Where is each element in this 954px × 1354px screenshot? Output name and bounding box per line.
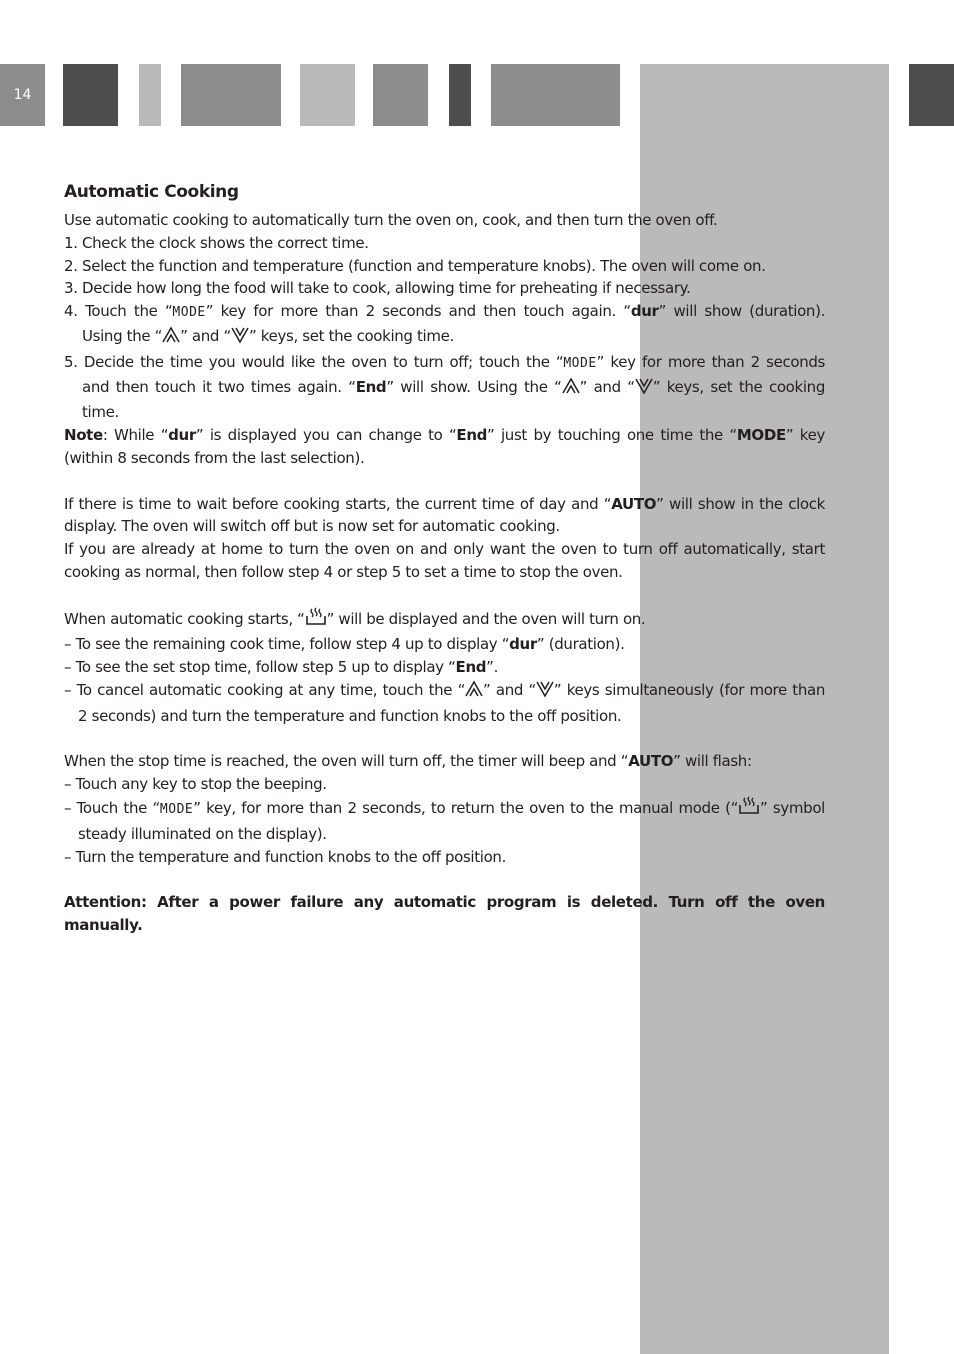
section-heading: Automatic Cooking [64,182,239,202]
up-arrow-icon [465,680,483,705]
down-arrow-icon [536,680,554,705]
mode-key-icon: MODE [159,801,194,817]
cancel-line-2: 2 seconds) and turn the temperature and function knobs to the off position. [78,706,622,725]
oven-heat-icon [738,796,760,823]
header-bar-3 [181,64,281,126]
header-bar-8 [909,64,954,126]
remaining-line: – To see the remaining cook time, follow step 4 up to display “dur” (duration). [64,635,625,654]
intro-text: Use automatic cooking to automatically turn the oven on, cook, and then turn the oven off. [64,211,718,229]
header-bar-7 [491,64,620,126]
mode-key-icon: MODE [563,355,597,371]
beep-line: – Touch any key to stop the beeping. [64,775,327,794]
note-line-2: (within 8 seconds from the last selection). [64,448,365,467]
reached-line: When the stop time is reached, the oven will turn off, the timer will beep and “AUTO” will flash: [64,752,752,771]
header-bar-6 [449,64,471,126]
attention-line-1: Attention: After a power failure any automatic program is deleted. Turn off the oven [64,893,825,912]
step-5-line-1: 5. Decide the time you would like the oven to turn off; touch the “MODE” key for more than 2 seconds [64,352,825,371]
step-3: 3. Decide how long the food will take to cook, allowing time for preheating if necessary. [64,279,691,298]
step-5-line-2: and then touch it two times again. “End” will show. Using the “ ” and “ ” keys, set the cooking [64,376,825,402]
starts-line: When automatic cooking starts, “ ” will be displayed and the oven will turn on. [64,607,825,634]
down-arrow-icon [635,377,653,402]
mode-key-icon: MODE [172,305,206,321]
step-5-line-3: time. [82,403,119,422]
attention-line-2: manually. [64,915,143,934]
down-arrow-icon [231,326,249,351]
home-line-1: If you are already at home to turn the oven on and only want the oven to turn off automatically, start [64,540,825,559]
header-bar-4 [300,64,355,126]
knobs-line: – Turn the temperature and function knobs to the off position. [64,847,506,866]
wait-line-2: display. The oven will switch off but is now set for automatic cooking. [64,517,560,536]
up-arrow-icon [162,326,180,351]
header-bar-5 [373,64,428,126]
manual-line-2: steady illuminated on the display). [78,824,327,843]
header-bar-1 [63,64,118,126]
note-line-1: Note: While “dur” is displayed you can change to “End” just by touching one time the “MODE” key [64,426,825,445]
header-bar-2 [139,64,161,126]
home-line-2: cooking as normal, then follow step 4 or step 5 to set a time to stop the oven. [64,562,623,581]
step-1: 1. Check the clock shows the correct time. [64,233,369,252]
automatic-cooking-section [64,180,825,937]
up-arrow-icon [562,377,580,402]
step-2: 2. Select the function and temperature (function and temperature knobs). The oven will come on. [64,256,766,275]
wait-line-1: If there is time to wait before cooking starts, the current time of day and “AUTO” will show in the clock [64,494,825,513]
cancel-line-1: – To cancel automatic cooking at any time, touch the “ ” and “ ” keys simultaneously (for more than [64,679,825,705]
step-4-line-2: Using the “ ” and “ ” keys, set the cooking time. [64,325,825,351]
stop-time-line: – To see the set stop time, follow step 5 up to display “End”. [64,658,499,677]
manual-line-1: – Touch the “MODE” key, for more than 2 seconds, to return the oven to the manual mode (“ ” symbol [64,796,825,823]
page-number: 14 [0,64,45,126]
oven-heat-icon [305,607,327,634]
step-4-line-1: 4. Touch the “MODE” key for more than 2 seconds and then touch again. “dur” will show (duration). [64,302,826,321]
